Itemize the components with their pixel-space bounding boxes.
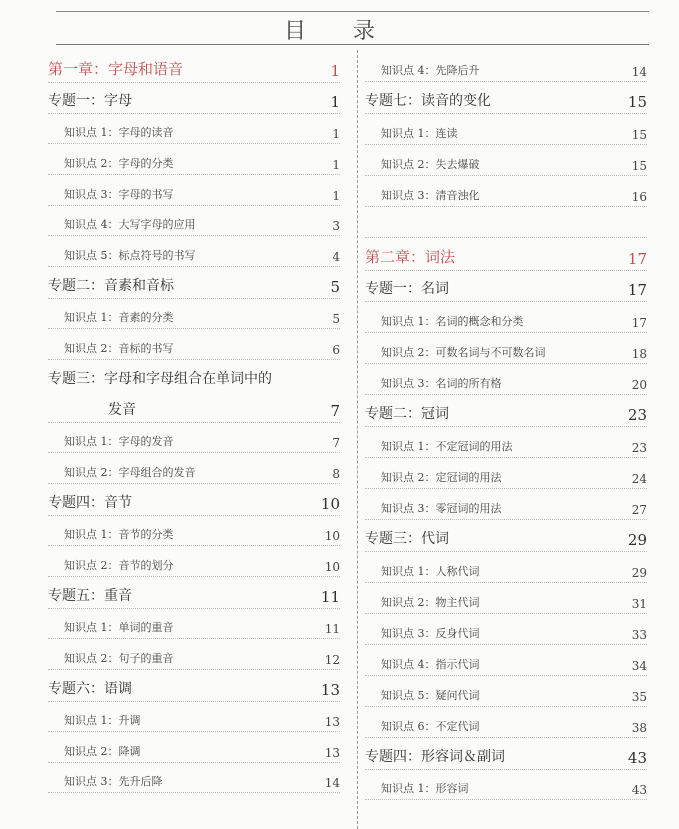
toc-entry-title: 知识点 1：字母的发音 xyxy=(64,435,174,448)
toc-entry-title: 专题四：形容词＆副词 xyxy=(365,749,505,765)
toc-point[interactable] xyxy=(365,488,647,520)
toc-entry-title: 知识点 3：清音浊化 xyxy=(381,189,480,202)
toc-entry-page: 13 xyxy=(324,715,340,729)
toc-entry-page: 38 xyxy=(631,721,647,735)
toc-entry-page: 3 xyxy=(332,219,340,233)
toc-point[interactable] xyxy=(365,301,647,333)
toc-point[interactable] xyxy=(365,613,647,645)
toc-topic[interactable] xyxy=(48,669,340,702)
toc-topic[interactable] xyxy=(365,394,647,427)
toc-chapter-2[interactable] xyxy=(365,237,647,271)
toc-entry-title: 知识点 3：字母的书写 xyxy=(64,188,174,201)
toc-entry-page: 29 xyxy=(627,531,647,549)
toc-entry-page: 14 xyxy=(631,65,647,79)
toc-entry-page: 34 xyxy=(631,659,647,673)
toc-entry-page: 18 xyxy=(631,347,647,361)
top-rule xyxy=(56,11,649,12)
toc-entry-title: 第二章：词法 xyxy=(365,248,456,266)
toc-entry-title: 专题六：语调 xyxy=(48,681,132,697)
toc-entry-page: 4 xyxy=(332,250,340,264)
toc-topic[interactable] xyxy=(48,483,340,516)
toc-entry-title: 知识点 1：音素的分类 xyxy=(64,311,174,324)
toc-entry-title: 知识点 1：音节的分类 xyxy=(64,528,174,541)
toc-entry-title: 发音 xyxy=(108,402,136,418)
toc-point[interactable] xyxy=(48,298,340,329)
toc-topic-line2[interactable] xyxy=(48,391,340,423)
toc-entry-title: 专题三：字母和字母组合在单词中的 xyxy=(48,371,272,387)
toc-entry-page: 5 xyxy=(330,278,340,296)
toc-point[interactable] xyxy=(48,235,340,267)
toc-entry-page: 23 xyxy=(627,406,647,424)
toc-point[interactable] xyxy=(48,638,340,670)
toc-entry-title: 专题七：读音的变化 xyxy=(365,93,491,109)
toc-entry-title: 知识点 2：失去爆破 xyxy=(381,158,480,171)
toc-entry-title: 知识点 2：字母组合的发音 xyxy=(64,466,196,479)
toc-entry-page: 16 xyxy=(631,190,647,204)
toc-entry-title: 知识点 2：音标的书写 xyxy=(64,342,174,355)
toc-entry-title: 知识点 5：疑问代词 xyxy=(381,689,480,702)
toc-entry-title: 专题四：音节 xyxy=(48,495,132,511)
toc-entry-page: 10 xyxy=(320,495,340,513)
toc-entry-title: 知识点 3：名词的所有格 xyxy=(381,377,502,390)
toc-topic[interactable] xyxy=(365,519,647,552)
toc-entry-title: 专题一：字母 xyxy=(48,93,132,109)
toc-entry-title: 知识点 1：形容词 xyxy=(381,782,469,795)
toc-topic[interactable] xyxy=(48,266,340,299)
toc-entry-title: 知识点 1：名词的概念和分类 xyxy=(381,315,524,328)
toc-point[interactable] xyxy=(48,515,340,546)
toc-point[interactable] xyxy=(365,113,647,145)
toc-entry-title: 知识点 4：先降后升 xyxy=(381,64,480,77)
toc-entry-page: 1 xyxy=(332,158,340,172)
toc-entry-page: 5 xyxy=(332,312,340,326)
toc-entry-page: 14 xyxy=(324,776,340,790)
toc-entry-title: 知识点 3：先升后降 xyxy=(64,775,163,788)
toc-entry-page: 17 xyxy=(631,316,647,330)
toc-entry-page: 24 xyxy=(631,472,647,486)
toc-entry-page: 15 xyxy=(631,159,647,173)
toc-topic[interactable] xyxy=(365,81,647,114)
toc-entry-title: 知识点 2：音节的划分 xyxy=(64,559,174,572)
toc-point[interactable] xyxy=(365,582,647,614)
toc-point[interactable] xyxy=(48,328,340,360)
toc-entry-title: 知识点 2：降调 xyxy=(64,745,141,758)
toc-entry-title: 知识点 2：定冠词的用法 xyxy=(381,471,502,484)
toc-entry-title: 知识点 2：句子的重音 xyxy=(64,652,174,665)
toc-entry-page: 1 xyxy=(332,127,340,141)
toc-point[interactable] xyxy=(48,205,340,236)
toc-entry-page: 1 xyxy=(330,62,340,80)
toc-entry-page: 11 xyxy=(320,588,340,606)
toc-entry-page: 23 xyxy=(631,441,647,455)
toc-entry-title: 知识点 4：指示代词 xyxy=(381,658,480,671)
toc-point[interactable] xyxy=(48,143,340,175)
toc-entry-page: 1 xyxy=(330,93,340,111)
toc-entry-page: 17 xyxy=(627,250,647,268)
toc-point[interactable] xyxy=(48,731,340,763)
toc-point[interactable] xyxy=(365,175,647,207)
toc-topic-line1[interactable] xyxy=(48,359,340,391)
toc-entry-page: 12 xyxy=(324,653,340,667)
toc-point[interactable] xyxy=(365,769,647,800)
toc-point[interactable] xyxy=(365,706,647,738)
toc-entry-page: 7 xyxy=(330,402,340,420)
toc-point[interactable] xyxy=(48,545,340,577)
toc-entry-page: 29 xyxy=(631,566,647,580)
toc-entry-title: 专题二：冠词 xyxy=(365,406,449,422)
toc-blank-row xyxy=(365,206,647,238)
toc-entry-title: 知识点 1：人称代词 xyxy=(381,565,480,578)
toc-entry-title: 知识点 1：不定冠词的用法 xyxy=(381,440,513,453)
toc-topic[interactable] xyxy=(365,270,647,302)
column-divider xyxy=(357,50,358,829)
toc-point[interactable] xyxy=(365,50,647,82)
toc-point[interactable] xyxy=(365,332,647,364)
toc-entry-title: 知识点 2：可数名词与不可数名词 xyxy=(381,346,546,359)
toc-point[interactable] xyxy=(48,701,340,732)
toc-entry-page: 13 xyxy=(324,746,340,760)
toc-chapter-1[interactable] xyxy=(48,50,340,83)
toc-point[interactable] xyxy=(48,452,340,484)
title-rule xyxy=(56,44,649,45)
toc-point[interactable] xyxy=(48,608,340,639)
toc-entry-page: 33 xyxy=(631,628,647,642)
toc-entry-title: 专题五：重音 xyxy=(48,588,132,604)
toc-entry-page: 7 xyxy=(332,436,340,450)
toc-entry-title: 专题三：代词 xyxy=(365,531,449,547)
toc-point[interactable] xyxy=(48,422,340,453)
toc-entry-title: 知识点 4：大写字母的应用 xyxy=(64,218,196,231)
toc-point[interactable] xyxy=(48,762,340,793)
toc-topic[interactable] xyxy=(365,737,647,770)
toc-entry-title: 知识点 3：零冠词的用法 xyxy=(381,502,502,515)
toc-topic[interactable] xyxy=(48,82,340,114)
toc-entry-page: 35 xyxy=(631,690,647,704)
toc-entry-page: 27 xyxy=(631,503,647,517)
toc-entry-page: 1 xyxy=(332,189,340,203)
toc-point[interactable] xyxy=(48,174,340,206)
toc-entry-title: 第一章：字母和语音 xyxy=(48,60,184,78)
toc-entry-page: 15 xyxy=(631,128,647,142)
toc-entry-page: 13 xyxy=(320,681,340,699)
toc-point[interactable] xyxy=(365,144,647,176)
toc-entry-title: 专题二：音素和音标 xyxy=(48,278,174,294)
toc-point[interactable] xyxy=(48,113,340,144)
page-title: 目 录 xyxy=(284,19,395,44)
toc-entry-page: 17 xyxy=(627,281,647,299)
toc-point[interactable] xyxy=(365,675,647,707)
toc-point[interactable] xyxy=(365,644,647,676)
toc-entry-title: 知识点 3：反身代词 xyxy=(381,627,480,640)
toc-entry-title: 知识点 1：连读 xyxy=(381,127,458,140)
toc-point[interactable] xyxy=(365,551,647,583)
toc-entry-page: 10 xyxy=(324,560,340,574)
toc-entry-page: 20 xyxy=(631,378,647,392)
toc-entry-page: 15 xyxy=(627,93,647,111)
toc-entry-title: 知识点 2：物主代词 xyxy=(381,596,480,609)
toc-entry-page: 10 xyxy=(324,529,340,543)
toc-entry-title: 知识点 2：字母的分类 xyxy=(64,157,174,170)
toc-entry-title: 知识点 6：不定代词 xyxy=(381,720,480,733)
toc-entry-page: 43 xyxy=(631,783,647,797)
toc-entry-page: 11 xyxy=(324,622,340,636)
toc-point[interactable] xyxy=(365,363,647,395)
toc-entry-page: 43 xyxy=(627,749,647,767)
toc-entry-title: 知识点 1：字母的读音 xyxy=(64,126,174,139)
toc-entry-page: 6 xyxy=(332,343,340,357)
toc-topic[interactable] xyxy=(48,576,340,609)
toc-point[interactable] xyxy=(365,426,647,458)
toc-entry-title: 知识点 5：标点符号的书写 xyxy=(64,249,196,262)
toc-entry-title: 专题一：名词 xyxy=(365,281,449,297)
toc-entry-page: 8 xyxy=(332,467,340,481)
toc-point[interactable] xyxy=(365,457,647,489)
toc-entry-title: 知识点 1：单词的重音 xyxy=(64,621,174,634)
toc-entry-page: 31 xyxy=(631,597,647,611)
toc-entry-title: 知识点 1：升调 xyxy=(64,714,141,727)
